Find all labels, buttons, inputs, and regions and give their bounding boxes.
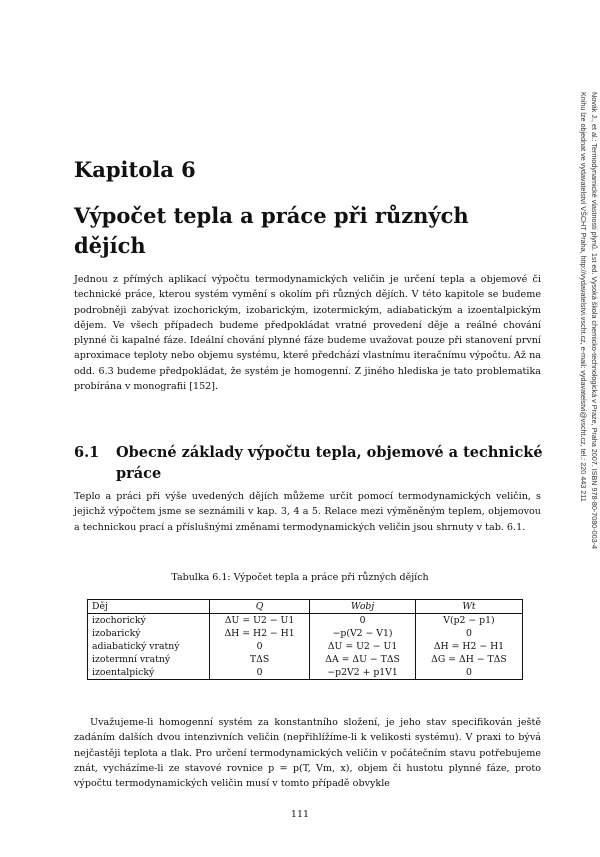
- table-row: [88, 653, 523, 666]
- cell-heat: 0: [209, 666, 309, 680]
- section-paragraph: Teplo a práci při výše uvedených dějích můžeme určit pomocí termodynamických veličin, s jejichž výpočtem jsme se seznámili v kap. 3, 4 a 5. Relace mezi výměněným teplem, objemovou a technickou prací a příslušnými změnami termodynamických veličin jsou shrnuty v tab. 6.1.: [74, 491, 541, 533]
- cell-technical-work: 0: [415, 666, 522, 680]
- header-volume-work: Wobj: [310, 600, 416, 614]
- header-heat: Q: [209, 600, 309, 614]
- section-title: Obecné základy výpočtu tepla, objemové a technické práce: [116, 444, 543, 482]
- header-technical-work: Wt: [415, 600, 522, 614]
- table-row: [88, 614, 523, 628]
- cell-process: izoentalpický: [88, 666, 210, 680]
- cell-volume-work: ΔU = U2 − U1: [310, 640, 416, 653]
- section-heading: [74, 442, 544, 484]
- header-process: Děj: [88, 600, 210, 614]
- cell-heat: ΔU = U2 − U1: [209, 614, 309, 628]
- cell-volume-work: −p(V2 − V1): [310, 627, 416, 640]
- cell-volume-work: ΔA = ΔU − TΔS: [310, 653, 416, 666]
- cell-process: izobarický: [88, 627, 210, 640]
- heat-work-table: [87, 599, 523, 680]
- section-number: 6.1: [74, 444, 100, 461]
- table-row: [88, 666, 523, 680]
- citation-sidebar: [566, 92, 600, 612]
- cell-heat: 0: [209, 640, 309, 653]
- cell-process: adiabatický vratný: [88, 640, 210, 653]
- table-row: [88, 640, 523, 653]
- table-row: [88, 627, 523, 640]
- cell-technical-work: 0: [415, 627, 522, 640]
- citation-line-1: Novák J., et al.: Termodynamické vlastnosti plynů. 1st ed. Vysoká škola chemicko-technologická v Praze, Praha 2007. ISBN 978-80-7080-003-4: [590, 92, 599, 550]
- cell-heat: TΔS: [209, 653, 309, 666]
- cell-volume-work: −p2V2 + p1V1: [310, 666, 416, 680]
- closing-paragraph: Uvažujeme-li homogenní systém za konstantního složení, je jeho stav specifikován ještě zadáním dalších dvou intenzivních veličin (nepřihlížíme-li k velikosti systému). V praxi to bývá nejčastěji teplota a tlak. Pro určení termodynamických veličin v počátečním stavu potřebujeme znát, vycházíme-li ze stavové rovnice p = p(T, Vm, x), objem či hustotu plynné fáze, proto výpočtu termodynamických veličin musí v tomto případě obvykle: [74, 717, 541, 790]
- page-number: 111: [290, 809, 310, 820]
- cell-process: izotermní vratný: [88, 653, 210, 666]
- table-caption: Tabulka 6.1: Výpočet tepla a práce při různých dějích: [171, 572, 429, 583]
- citation-text: [578, 92, 600, 612]
- citation-line-2: Knihu lze objednat ve vydavatelství VŠCHT Praha, http://vydavatelstvi.vscht.cz, e-mail: vydavatelstvi@vscht.cz, tel.: 220 443 211: [579, 92, 588, 502]
- cell-technical-work: ΔG = ΔH − TΔS: [415, 653, 522, 666]
- cell-volume-work: 0: [310, 614, 416, 628]
- cell-technical-work: ΔH = H2 − H1: [415, 640, 522, 653]
- chapter-label: Kapitola 6: [74, 157, 196, 182]
- chapter-title: Výpočet tepla a práce při různých dějích: [74, 203, 469, 258]
- table-header-row: [88, 600, 523, 614]
- cell-process: izochorický: [88, 614, 210, 628]
- cell-technical-work: V(p2 − p1): [415, 614, 522, 628]
- cell-heat: ΔH = H2 − H1: [209, 627, 309, 640]
- intro-paragraph: Jednou z přímých aplikací výpočtu termodynamických veličin je určení tepla a objemové či technické práce, kterou systém vymění s okolím při různých dějích. V této kapitole se budeme podrobněji zabývat izochorickým, izobarickým, izotermickým, adiabatickým a izoentalpickým dějem. Ve všech případech budeme předpokládat vratné provedení děje a reálné chování plynné či kapalné fáze. Ideální chování plynné fáze budeme uvažovat pouze při stanovení první aproximace teploty nebo objemu systému, které předchází vlastnímu iteračnímu výpočtu. Až na odd. 6.3 budeme předpokládat, že systém je homogenní. Z jiného hlediska je tato problematika probírána v monografii [152].: [74, 274, 541, 393]
